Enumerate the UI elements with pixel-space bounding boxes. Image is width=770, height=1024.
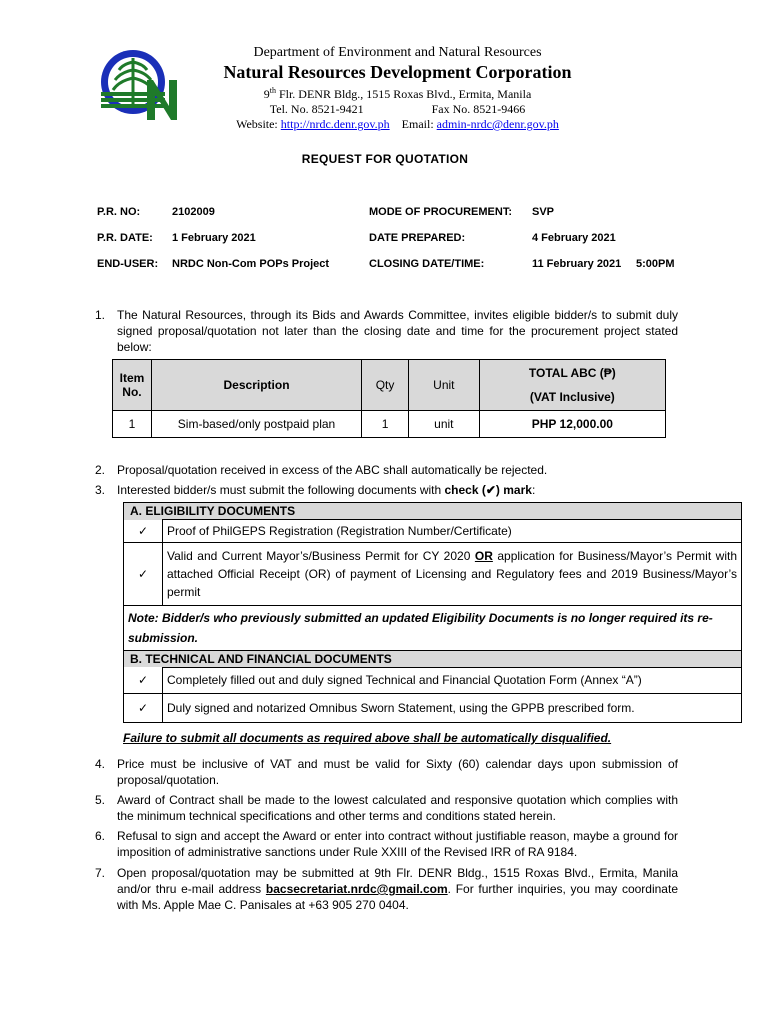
cell-qty: 1 [362,411,409,438]
doc-business-permit: Valid and Current Mayor’s/Business Permit for CY 2020 OR application for Business/Mayor’s Permit with attached Official Receipt (OR) of payment of Licensing and Regulatory fees and 2019 Business/Mayor’s permit [163,542,742,605]
disqualification-warning: Failure to submit all documents as required above shall be automatically disqualified. [123,731,612,745]
date-prepared-label: DATE PREPARED: [369,232,466,244]
email-link[interactable]: admin-nrdc@denr.gov.ph [436,117,559,131]
check-icon: ✓ [124,520,163,543]
nrdc-logo [97,48,183,124]
check-icon: ✓ [124,542,163,605]
documents-table [123,502,742,723]
doc-philgeps: Proof of PhilGEPS Registration (Registration Number/Certificate) [163,520,742,543]
section-a-header: A. ELIGIBILITY DOCUMENTS [124,503,742,520]
paragraph-2: 2. Proposal/quotation received in excess of the ABC shall automatically be rejected. [95,463,548,477]
mode-value: SVP [532,206,555,218]
date-prepared-value: 4 February 2021 [532,232,616,244]
cell-item: 1 [113,411,152,438]
department-name: Department of Environment and Natural Resources [253,45,542,60]
paragraph-6: 6. Refusal to sign and accept the Award or enter into contract without justifiable reason, maybe a ground for imposition of administrative sanctions under Rule XXIII of the Revised IRR of RA 9184. [95,829,678,859]
section-b-header: B. TECHNICAL AND FINANCIAL DOCUMENTS [124,650,742,667]
doc-omnibus-statement: Duly signed and notarized Omnibus Sworn Statement, using the GPPB prescribed form. [163,694,742,723]
header-description: Description [151,360,361,411]
check-icon: ✓ [124,694,163,723]
end-user-value: NRDC Non-Com POPs Project [172,258,330,270]
contact-line: Website: http://nrdc.denr.gov.ph Email: admin-nrdc@denr.gov.ph [236,117,559,131]
closing-time-value: 5:00PM [636,258,675,270]
eligibility-note-row [124,605,742,650]
bac-email[interactable]: bacsecretariat.nrdc@gmail.com [265,882,448,896]
list-item [124,542,742,605]
header-unit: Unit [408,360,479,411]
cell-total: PHP 12,000.00 [479,411,665,438]
paragraph-4: 4. Price must be inclusive of VAT and must be valid for Sixty (60) calendar days upon submission of proposal/quotation. [95,757,678,787]
check-icon: ✓ [124,667,163,694]
header-total-abc: TOTAL ABC (₱) (VAT Inclusive) [479,360,665,411]
paragraph-7: 7. Open proposal/quotation may be submitted at 9th Flr. DENR Bldg., 1515 Roxas Blvd., Ermita, Manila and/or thru e-mail address bacsecretariat.nrdc@gmail.com. For further inquiries, you may coordinate with Ms. Apple Mae C. Panisales at +63 905 270 0404. [95,866,678,912]
document-title: REQUEST FOR QUOTATION [301,152,469,166]
pr-date-value: 1 February 2021 [172,232,256,244]
paragraph-1: 1. The Natural Resources, through its Bids and Awards Committee, invites eligible bidder/s to submit duly signed proposal/quotation not later than the closing date and time for the procurement project stated below: [95,308,678,354]
pr-date-label: P.R. DATE: [97,232,153,244]
fax-number: Fax No. 8521-9466 [431,102,526,116]
tel-number: Tel. No. 8521-9421 [269,102,364,116]
header-qty: Qty [362,360,409,411]
letterhead [200,44,595,132]
cell-description: Sim-based/only postpaid plan [151,411,361,438]
end-user-label: END-USER: [97,258,159,270]
cell-unit: unit [408,411,479,438]
website-link[interactable]: http://nrdc.denr.gov.ph [280,117,390,131]
list-item [124,520,742,543]
procurement-table [112,359,666,438]
phone-line [200,102,595,117]
organization-name: Natural Resources Development Corporation [223,62,572,82]
address-line: 9th Flr. DENR Bldg., 1515 Roxas Blvd., Ermita, Manila [263,86,532,101]
table-row [113,411,666,438]
pr-no-value: 2102009 [172,206,215,218]
doc-quotation-form: Completely filled out and duly signed Technical and Financial Quotation Form (Annex “A”) [163,667,742,694]
mode-label: MODE OF PROCUREMENT: [369,206,512,218]
paragraph-5: 5. Award of Contract shall be made to the lowest calculated and responsive quotation which complies with the minimum technical specifications and other terms and conditions stated herein. [95,793,678,823]
list-item [124,694,742,723]
table-header-row [113,360,666,411]
closing-label: CLOSING DATE/TIME: [369,258,485,270]
closing-date-value: 11 February 2021 [532,258,622,270]
list-item [124,667,742,694]
header-item-no: Item No. [113,360,152,411]
paragraph-3: 3. Interested bidder/s must submit the following documents with check (✔) mark: [95,483,536,497]
eligibility-note: Note: Bidder/s who previously submitted an updated Eligibility Documents is no longer required its re-submission. [124,605,742,650]
pr-no-label: P.R. NO: [97,206,141,218]
